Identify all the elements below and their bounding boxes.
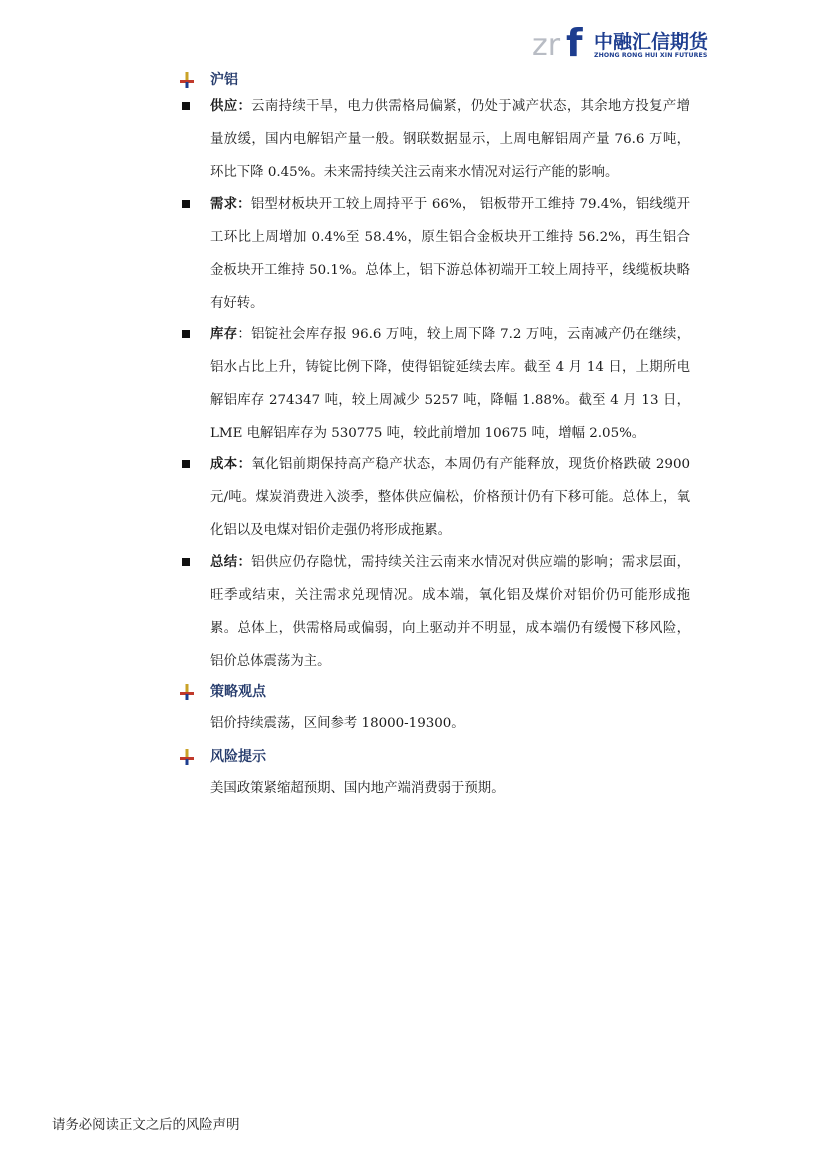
section-heading-strategy [180,682,266,702]
company-logo [532,22,722,62]
company-name-cn: 中融汇信期货 [594,31,709,53]
company-name-en: ZHONG RONG HUI XIN FUTURES [594,52,708,59]
inventory-text: ：铝锭社会库存报 96.6 万吨，较上周下降 7.2 万吨，云南减产仍在继续，铝水占比上升，铸锭比例下降，使得铝锭延续去库。截至 4 月 14 日，上期所电解铝库存 274347 吨，较上周减少 5257 吨，降幅 1.88%。截至 4 月 13 日，LME 电解铝库存为 530775 吨，较此前增加 10675 吨，增幅 2.05%。 [210,327,691,441]
svg-text:zr: zr [532,28,561,62]
square-bullet-icon [182,460,190,468]
square-bullet-icon [182,558,190,566]
section-title-risk: 风险提示 [210,749,266,765]
arrow-bullet-icon [180,749,194,765]
cost-label: 成本： [210,457,252,472]
supply-paragraph [210,90,690,189]
summary-label: 总结： [210,555,252,570]
summary-text: 铝供应仍存隐忧，需持续关注云南来水情况对供应端的影响；需求层面，旺季或结束，关注需求兑现情况。成本端，氧化铝及煤价对铝价仍可能形成拖累。总体上，供需格局或偏弱，向上驱动并不明显，成本端仍有缓慢下移风险，铝价总体震荡为主。 [210,555,690,669]
section-title-aluminum: 沪铝 [210,72,238,88]
square-bullet-icon [182,102,190,110]
section-heading-aluminum [180,70,238,90]
section-title-strategy: 策略观点 [210,684,266,700]
zrf-logo-mark-icon [532,22,592,62]
demand-text: 铝型材板块开工较上周持平于 66%， 铝板带开工维持 79.4%，铝线缆开工环比上周增加 0.4%至 58.4%，原生铝合金板块开工维持 56.2%，再生铝合金板块开工维持 50.1%。总体上，铝下游总体初端开工较上周持平，线缆板块略有好转。 [210,197,691,311]
supply-label: 供应： [210,99,252,114]
square-bullet-icon [182,330,190,338]
section-heading-risk [180,747,266,767]
summary-paragraph [210,546,690,678]
supply-text: 云南持续干旱，电力供需格局偏紧，仍处于减产状态，其余地方投复产增量放缓，国内电解铝产量一般。钢联数据显示，上周电解铝周产量 76.6 万吨，环比下降 0.45%。未来需持续关注云南来水情况对运行产能的影响。 [210,99,690,180]
cost-paragraph [210,448,690,547]
footer-disclaimer: 请务必阅读正文之后的风险声明 [52,1118,240,1133]
demand-label: 需求： [210,197,251,212]
arrow-bullet-icon [180,684,194,700]
arrow-bullet-icon [180,72,194,88]
square-bullet-icon [182,200,190,208]
demand-paragraph [210,188,690,320]
cost-text: 氧化铝前期保持高产稳产状态，本周仍有产能释放，现货价格跌破 2900 元/吨。煤炭消费进入淡季，整体供应偏松，价格预计仍有下移可能。总体上，氧化铝以及电煤对铝价走强仍将形成拖累。 [210,457,690,538]
inventory-paragraph [210,318,690,450]
risk-text: 美国政策紧缩超预期、国内地产端消费弱于预期。 [210,781,505,796]
svg-text:f: f [566,22,583,62]
inventory-label: 库存 [210,327,238,342]
strategy-text: 铝价持续震荡，区间参考 18000-19300。 [210,716,465,731]
